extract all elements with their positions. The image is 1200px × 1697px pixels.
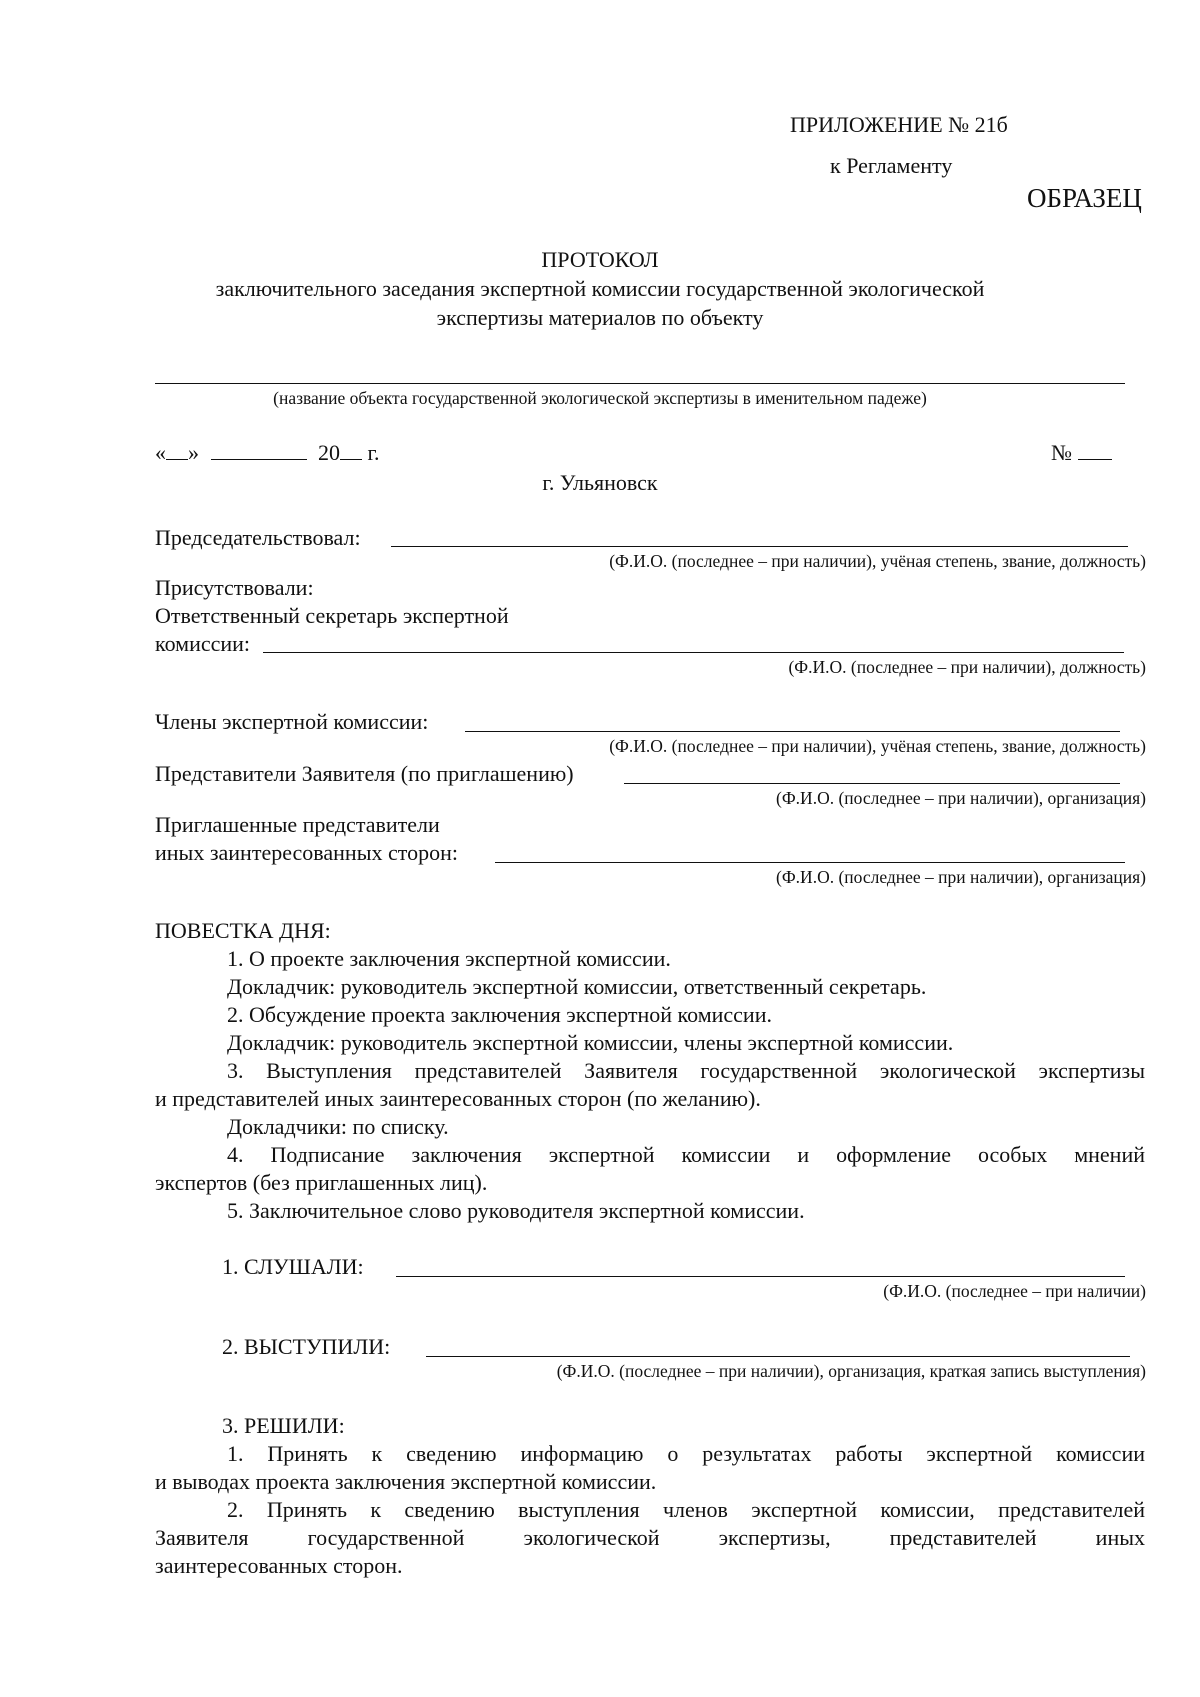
object-name-line — [155, 383, 1125, 384]
agenda-item-1-speaker: Докладчик: руководитель экспертной комиссии, ответственный секретарь. — [227, 974, 927, 999]
agenda-item-5: 5. Заключительное слово руководителя экспертной комиссии. — [227, 1198, 805, 1223]
sample-stamp: ОБРАЗЕЦ — [1027, 183, 1142, 213]
agenda-item-2: 2. Обсуждение проекта заключения экспертной комиссии. — [227, 1002, 772, 1027]
invited-line — [495, 862, 1125, 863]
chair-label: Председательствовал: — [155, 525, 361, 550]
secretary-label-line2: комиссии: — [155, 631, 251, 656]
members-label: Члены экспертной комиссии: — [155, 709, 429, 734]
spoke-caption: (Ф.И.О. (последнее – при наличии), организация, краткая запись выступления) — [556, 1361, 1146, 1381]
city-name: г. Ульяновск — [542, 470, 658, 495]
agenda-item-3-line2: и представителей иных заинтересованных сторон (по желанию). — [155, 1086, 761, 1111]
secretary-line — [263, 652, 1124, 653]
appendix-label: ПРИЛОЖЕНИЕ № 21б — [790, 112, 1008, 137]
date-field — [155, 440, 380, 466]
secretary-caption: (Ф.И.О. (последнее – при наличии), должность) — [788, 657, 1146, 677]
document-title: ПРОТОКОЛ — [541, 247, 659, 272]
year-blank — [340, 458, 362, 460]
protocol-number-field — [1051, 440, 1112, 466]
document-subtitle-line2: экспертизы материалов по объекту — [436, 305, 764, 330]
invited-label-line1: Приглашенные представители — [155, 812, 440, 837]
chair-line — [391, 546, 1128, 547]
heard-label: 1. СЛУШАЛИ: — [222, 1254, 364, 1279]
chair-caption: (Ф.И.О. (последнее – при наличии), учёная степень, звание, должность) — [609, 551, 1146, 571]
present-label: Присутствовали: — [155, 575, 314, 600]
decision-1-line2: и выводах проекта заключения экспертной комиссии. — [155, 1469, 657, 1494]
applicant-label: Представители Заявителя (по приглашению) — [155, 761, 574, 786]
agenda-heading: ПОВЕСТКА ДНЯ: — [155, 918, 331, 943]
agenda-item-4-line1: 4. Подписание заключения экспертной комиссии и оформление особых мнений — [227, 1142, 1145, 1167]
heard-caption: (Ф.И.О. (последнее – при наличии) — [883, 1281, 1146, 1301]
secretary-label-line1: Ответственный секретарь экспертной — [155, 603, 509, 628]
object-name-caption: (название объекта государственной экологической экспертизы в именительном падеже) — [273, 388, 927, 408]
decision-2-line1: 2. Принять к сведению выступления членов экспертной комиссии, представителей — [227, 1497, 1145, 1522]
spoke-label: 2. ВЫСТУПИЛИ: — [222, 1334, 391, 1359]
invited-caption: (Ф.И.О. (последнее – при наличии), организация) — [776, 867, 1146, 887]
agenda-item-3-line1: 3. Выступления представителей Заявителя государственной экологической экспертизы — [227, 1058, 1145, 1083]
heard-line — [396, 1276, 1125, 1277]
number-blank — [1078, 458, 1112, 460]
date-quote-open: « — [155, 440, 166, 465]
year-suffix: г. — [367, 440, 380, 465]
document-subtitle-line1: заключительного заседания экспертной комиссии государственной экологической — [215, 276, 985, 301]
agenda-item-2-speaker: Докладчик: руководитель экспертной комиссии, члены экспертной комиссии. — [227, 1030, 954, 1055]
applicant-line — [624, 783, 1120, 784]
year-prefix: 20 — [318, 440, 340, 465]
invited-label-line2: иных заинтересованных сторон: — [155, 840, 458, 865]
agenda-item-4-line2: экспертов (без приглашенных лиц). — [155, 1170, 488, 1195]
date-quote-close: » — [188, 440, 199, 465]
day-blank — [166, 458, 188, 460]
members-caption: (Ф.И.О. (последнее – при наличии), учёная степень, звание, должность) — [609, 736, 1146, 756]
number-label: № — [1051, 440, 1072, 465]
month-blank — [211, 458, 307, 460]
decision-2-line2: Заявителя государственной экологической экспертизы, представителей иных — [155, 1525, 1145, 1550]
spoke-line — [426, 1356, 1130, 1357]
reglament-label: к Регламенту — [830, 153, 953, 178]
members-line — [465, 731, 1120, 732]
decision-1-line1: 1. Принять к сведению информацию о результатах работы экспертной комиссии — [227, 1441, 1145, 1466]
agenda-item-3-speaker: Докладчики: по списку. — [227, 1114, 449, 1139]
decision-2-line3: заинтересованных сторон. — [155, 1553, 403, 1578]
agenda-item-1: 1. О проекте заключения экспертной комиссии. — [227, 946, 671, 971]
decided-label: 3. РЕШИЛИ: — [222, 1413, 345, 1438]
applicant-caption: (Ф.И.О. (последнее – при наличии), организация) — [776, 788, 1146, 808]
